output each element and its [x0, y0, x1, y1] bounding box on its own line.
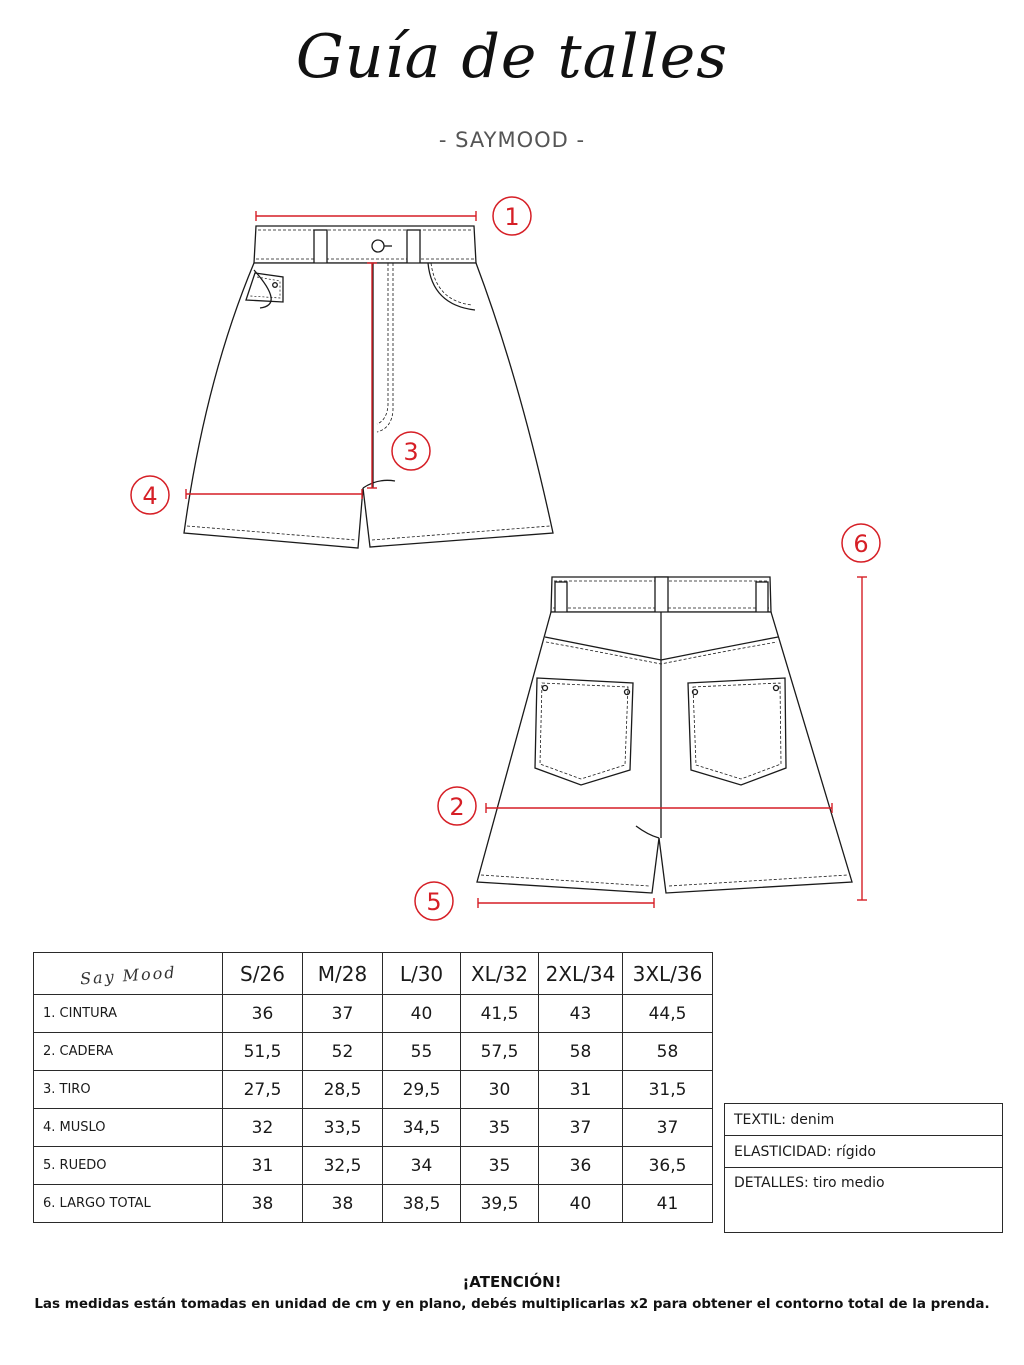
marker-1: [493, 197, 531, 235]
measure-value: 52: [303, 1033, 383, 1071]
brand-signature-logo: Say Mood: [79, 962, 177, 988]
svg-text:3: 3: [403, 438, 419, 466]
measure-label: 4. MUSLO: [34, 1109, 223, 1147]
brand-logo-cell: [34, 953, 223, 995]
measure-label: 6. LARGO TOTAL: [34, 1185, 223, 1223]
measure-value: 58: [539, 1033, 623, 1071]
measure-value: 27,5: [223, 1071, 303, 1109]
measure-value: 58: [623, 1033, 713, 1071]
size-header-row: [34, 953, 713, 995]
attention-text: Las medidas están tomadas en unidad de cm y en plano, debés multiplicarlas x2 para obtener el contorno total de la prenda.: [34, 1296, 990, 1312]
table-row: [34, 1071, 713, 1109]
measure-value: 33,5: [303, 1109, 383, 1147]
measure-value: 37: [539, 1109, 623, 1147]
measure-value: 29,5: [383, 1071, 461, 1109]
measure-value: 31,5: [623, 1071, 713, 1109]
measure-value: 36: [223, 995, 303, 1033]
measure-value: 30: [461, 1071, 539, 1109]
size-table: [33, 952, 713, 1223]
elasticidad-info: ELASTICIDAD: rígido: [725, 1136, 1003, 1168]
measure-value: 36: [539, 1147, 623, 1185]
table-row: [34, 1185, 713, 1223]
svg-text:5: 5: [426, 888, 442, 916]
measure-value: 43: [539, 995, 623, 1033]
measure-value: 51,5: [223, 1033, 303, 1071]
marker-3: [392, 432, 430, 470]
size-header: L/30: [383, 953, 461, 995]
measure-value: 34: [383, 1147, 461, 1185]
measure-value: 36,5: [623, 1147, 713, 1185]
measure-value: 32,5: [303, 1147, 383, 1185]
measure-value: 55: [383, 1033, 461, 1071]
measure-value: 31: [539, 1071, 623, 1109]
detalles-info: DETALLES: tiro medio: [725, 1168, 1003, 1233]
measure-value: 41: [623, 1185, 713, 1223]
svg-text:1: 1: [504, 203, 520, 231]
measure-value: 38,5: [383, 1185, 461, 1223]
measure-value: 39,5: [461, 1185, 539, 1223]
size-header: 2XL/34: [539, 953, 623, 995]
table-row: [34, 995, 713, 1033]
measure-value: 28,5: [303, 1071, 383, 1109]
size-header: M/28: [303, 953, 383, 995]
marker-5: [415, 882, 453, 920]
measure-value: 35: [461, 1109, 539, 1147]
svg-text:6: 6: [853, 530, 869, 558]
measure-value: 44,5: [623, 995, 713, 1033]
measure-value: 40: [539, 1185, 623, 1223]
measure-value: 35: [461, 1147, 539, 1185]
measure-value: 38: [303, 1185, 383, 1223]
size-header: S/26: [223, 953, 303, 995]
table-row: [34, 1033, 713, 1071]
svg-text:2: 2: [449, 793, 465, 821]
marker-4: [131, 476, 169, 514]
measure-value: 40: [383, 995, 461, 1033]
textil-info: TEXTIL: denim: [725, 1104, 1003, 1136]
measure-value: 32: [223, 1109, 303, 1147]
marker-2: [438, 787, 476, 825]
size-header: 3XL/36: [623, 953, 713, 995]
measure-label: 5. RUEDO: [34, 1147, 223, 1185]
brand-subtitle: - SAYMOOD -: [438, 128, 586, 152]
measure-value: 34,5: [383, 1109, 461, 1147]
page-title: Guía de talles: [295, 22, 729, 92]
table-row: [34, 1147, 713, 1185]
attention-title: ¡ATENCIÓN!: [462, 1273, 562, 1291]
size-header: XL/32: [461, 953, 539, 995]
svg-text:4: 4: [142, 482, 158, 510]
measure-value: 31: [223, 1147, 303, 1185]
measure-value: 38: [223, 1185, 303, 1223]
measure-value: 41,5: [461, 995, 539, 1033]
shorts-front-drawing: [184, 226, 553, 548]
marker-6: [842, 524, 880, 562]
measure-label: 1. CINTURA: [34, 995, 223, 1033]
measure-value: 37: [303, 995, 383, 1033]
measure-value: 57,5: [461, 1033, 539, 1071]
measure-value: 37: [623, 1109, 713, 1147]
shorts-back-drawing: [477, 577, 852, 893]
fabric-info-table: [724, 1103, 1003, 1233]
table-row: [34, 1109, 713, 1147]
measure-label: 3. TIRO: [34, 1071, 223, 1109]
measure-label: 2. CADERA: [34, 1033, 223, 1071]
